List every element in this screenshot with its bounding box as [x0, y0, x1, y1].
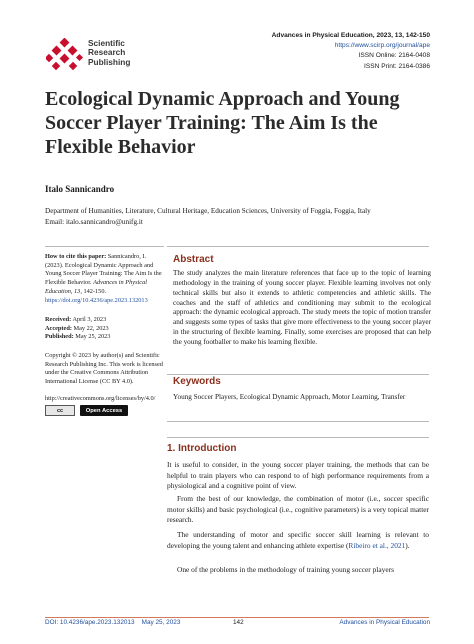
published-date: May 25, 2023 — [75, 333, 111, 341]
journal-citation: Advances in Physical Education, 2023, 13, 142-150 — [271, 32, 430, 39]
license-badges — [45, 405, 128, 416]
publisher-logo — [46, 38, 84, 72]
journal-meta — [272, 31, 430, 72]
paragraph-text: ). — [405, 540, 410, 550]
divider — [167, 246, 429, 247]
received-row — [45, 316, 165, 325]
scirp-logo-icon — [46, 38, 84, 72]
divider — [167, 421, 429, 422]
keywords-text: Young Soccer Players, Ecological Dynamic Approach, Motor Learning, Transfer — [173, 393, 406, 401]
issn-print: ISSN Print: 2164-0386 — [364, 62, 430, 70]
publisher-line: Publishing — [88, 56, 131, 67]
introduction-heading: 1. Introduction — [167, 443, 237, 454]
article-dates — [45, 316, 165, 342]
cite-doi-link[interactable]: https://doi.org/10.4236/ape.2023.132013 — [45, 296, 148, 304]
paragraph-text: The understanding of motor and specific soccer skill learning is relevant to developing the young talent and enhancing athlete expertise ( — [167, 530, 429, 550]
author-email[interactable]: Email: italo.sannicandro@unifg.it — [45, 218, 143, 226]
publisher-line: Research — [88, 47, 126, 58]
divider — [45, 246, 164, 247]
accepted-row — [45, 325, 165, 334]
divider — [167, 437, 429, 438]
issn-online: ISSN Online: 2164-0408 — [358, 52, 430, 60]
footer-date: May 25, 2023 — [141, 619, 181, 626]
divider — [167, 374, 429, 375]
intro-paragraph: It is useful to consider, in the young soccer player training, the methods that can be helpful to train players who can respond to of high performance requirements from a physiological and a cognitive point of view. — [167, 460, 429, 491]
article-title: Ecological Dynamic Approach and Young Soccer Player Training: The Aim Is the Flexible Behavior — [45, 88, 400, 158]
keywords-heading: Keywords — [173, 376, 221, 387]
license-link[interactable]: http://creativecommons.org/licenses/by/4.0/ — [45, 395, 156, 402]
published-label: Published: — [45, 333, 74, 341]
abstract-text: The study analyzes the main literature references that face up to the topic of learning methodology in the training of young soccer player. Flexible learning involves not only technical skills but also it extends to athletic competencies and athletic skills. The coaches and the staff of athletics and conditioning may submit to the ecological approach: the dynamic ecological approach. The study meets the topic of motion transfer and suggests some types of tasks that give more effectiveness to the young soccer player in the structuring of flexible learning. Finally, some exercises are proposed that can help the young footballer to make his learning flexible. — [173, 269, 431, 346]
abstract-heading: Abstract — [173, 254, 214, 265]
intro-paragraph: From the best of our knowledge, the combination of motor (i.e., soccer specific motor skills) and basic psychological (i.e., cognitive parameters) is a very topical matter research. — [167, 494, 429, 525]
received-label: Received: — [45, 316, 72, 323]
cite-journal: Advances in Physical Education, 13, — [45, 279, 147, 295]
journal-url-link[interactable]: https://www.scirp.org/journal/ape — [334, 42, 430, 50]
author-affiliation — [45, 206, 445, 228]
publisher-name — [88, 39, 130, 67]
cite-pages: 142-150. — [83, 287, 107, 295]
citation-link[interactable]: Ribeiro et al., 2021 — [348, 540, 406, 550]
received-date: April 3, 2023 — [72, 316, 107, 323]
open-access-badge[interactable]: Open Access — [80, 405, 128, 416]
cc-by-icon[interactable]: cc — [45, 405, 75, 416]
footer-doi — [45, 619, 180, 626]
footer-doi-text: DOI: 10.4236/ape.2023.132013 — [45, 619, 135, 626]
published-row — [45, 333, 165, 342]
accepted-label: Accepted: — [45, 324, 72, 332]
copyright-notice: Copyright © 2023 by author(s) and Scientific Research Publishing Inc. This work is licensed under the Creative Commons Attribution International License (CC BY 4.0). — [45, 352, 163, 386]
publisher-line: Scientific — [88, 38, 125, 48]
footer-journal: Advances in Physical Education — [339, 619, 430, 626]
footer-divider — [45, 617, 429, 618]
cite-label: How to cite this paper: — [45, 253, 107, 260]
intro-paragraph — [167, 530, 429, 551]
intro-paragraph: One of the problems in the methodology of training young soccer players — [177, 565, 394, 574]
cite-text: Sannicandro, I. (2023). Ecological Dynamic Approach and Young Soccer Player Training: The Aim Is the Flexible Behavior. — [45, 253, 162, 287]
page-number: 142 — [233, 619, 244, 626]
affiliation-text: Department of Humanities, Literature, Cultural Heritage, Education Sciences, University of Foggia, Foggia, Italy — [45, 207, 371, 215]
author-name: Italo Sannicandro — [45, 184, 115, 194]
how-to-cite — [45, 253, 165, 305]
accepted-date: May 22, 2023 — [73, 324, 109, 332]
